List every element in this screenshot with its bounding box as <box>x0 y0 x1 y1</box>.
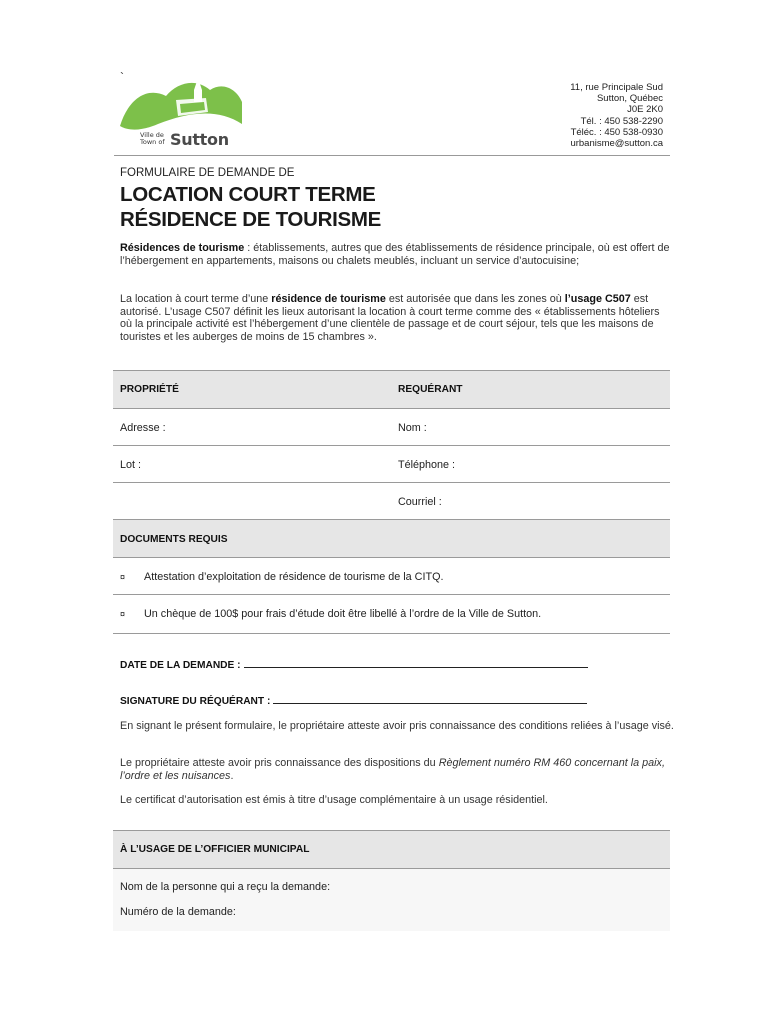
address-line: 11, rue Principale Sud <box>570 82 663 93</box>
authorization-paragraph: La location à court terme d’une résidence de tourisme est autorisée que dans les zones où l’usage C507 est autorisé. L’usage C507 définit les lieux autorisant la location à court terme comme des « établissements hôteliers où la principale activité est l’hébergement d’une clientèle de passage et de court séjour, tels que les maisons de touristes et les auberges de moins de 15 chambres ». <box>120 293 660 343</box>
table-row <box>113 408 670 446</box>
signature-line <box>120 694 587 707</box>
official-fields <box>113 868 670 931</box>
table-header-row <box>113 370 670 409</box>
bylaw-statement: Le propriétaire atteste avoir pris connaissance des dispositions du Règlement numéro RM 460 concernant la paix, l’ordre et les nuisances. <box>120 757 665 782</box>
phone-field[interactable]: Téléphone : <box>398 459 456 471</box>
document-item <box>113 594 670 634</box>
town-logo <box>118 78 244 152</box>
address-line: Sutton, Québec <box>596 93 663 105</box>
signature-input-line[interactable] <box>273 694 587 704</box>
request-number-field[interactable]: Numéro de la demande: <box>120 906 236 918</box>
date-line <box>120 658 588 671</box>
signing-statement: En signant le présent formulaire, le propriétaire atteste avoir pris connaissance des conditions reliées à l’usage visé. <box>120 720 674 732</box>
address-fax: Téléc. : 450 538-0930 <box>570 126 663 138</box>
received-by-field[interactable]: Nom de la personne qui a reçu la demande: <box>120 881 331 893</box>
form-subtitle: FORMULAIRE DE DEMANDE DE <box>120 167 295 179</box>
town-address <box>570 82 663 149</box>
form-title: LOCATION COURT TERME RÉSIDENCE DE TOURISME <box>120 183 382 231</box>
lot-field[interactable]: Lot : <box>120 459 142 471</box>
signature-label: SIGNATURE DU RÉQUÉRANT : <box>120 696 271 707</box>
official-header: À L’USAGE DE L’OFFICIER MUNICIPAL <box>120 844 310 855</box>
documents-header-row <box>113 519 670 558</box>
address-phone: Tél. : 450 538-2290 <box>580 115 663 127</box>
doc-cheque-label: Un chèque de 100$ pour frais d’étude doit être libellé à l’ordre de la Ville de Sutton. <box>144 608 542 620</box>
document-item <box>113 557 670 595</box>
official-header-row <box>113 830 670 869</box>
logo-ville-text: Ville de Town of <box>140 131 165 146</box>
checkbox-icon[interactable]: ¤ <box>120 609 126 619</box>
address-line: J0E 2K0 <box>627 104 663 116</box>
address-email[interactable]: urbanisme@sutton.ca <box>570 138 663 150</box>
checkbox-icon[interactable]: ¤ <box>120 572 126 582</box>
email-field[interactable]: Courriel : <box>398 496 442 508</box>
documents-header: DOCUMENTS REQUIS <box>120 534 228 545</box>
table-row <box>113 482 670 520</box>
doc-citq-label: Attestation d’exploitation de résidence de tourisme de la CITQ. <box>144 571 444 583</box>
name-field[interactable]: Nom : <box>398 422 427 434</box>
header-divider <box>114 155 670 156</box>
official-use-box <box>113 830 670 930</box>
certificate-statement: Le certificat d’autorisation est émis à titre d’usage complémentaire à un usage résidentiel. <box>120 794 548 806</box>
requester-header: REQUÉRANT <box>398 384 463 395</box>
definition-paragraph: Résidences de tourisme : établissements, autres que des établissements de résidence principale, où est offert de l’hébergement en appartements, maisons ou chalets meublés, incluant un service d’autocuisine; <box>120 242 670 267</box>
corner-mark: ` <box>120 70 124 84</box>
property-header: PROPRIÉTÉ <box>120 384 179 395</box>
address-field[interactable]: Adresse : <box>120 422 166 434</box>
request-table <box>113 370 670 634</box>
mountain-logo-icon <box>118 78 244 134</box>
logo-sutton-text: Sutton <box>170 130 229 149</box>
table-row <box>113 445 670 483</box>
date-input-line[interactable] <box>244 658 588 668</box>
date-label: DATE DE LA DEMANDE : <box>120 660 241 671</box>
